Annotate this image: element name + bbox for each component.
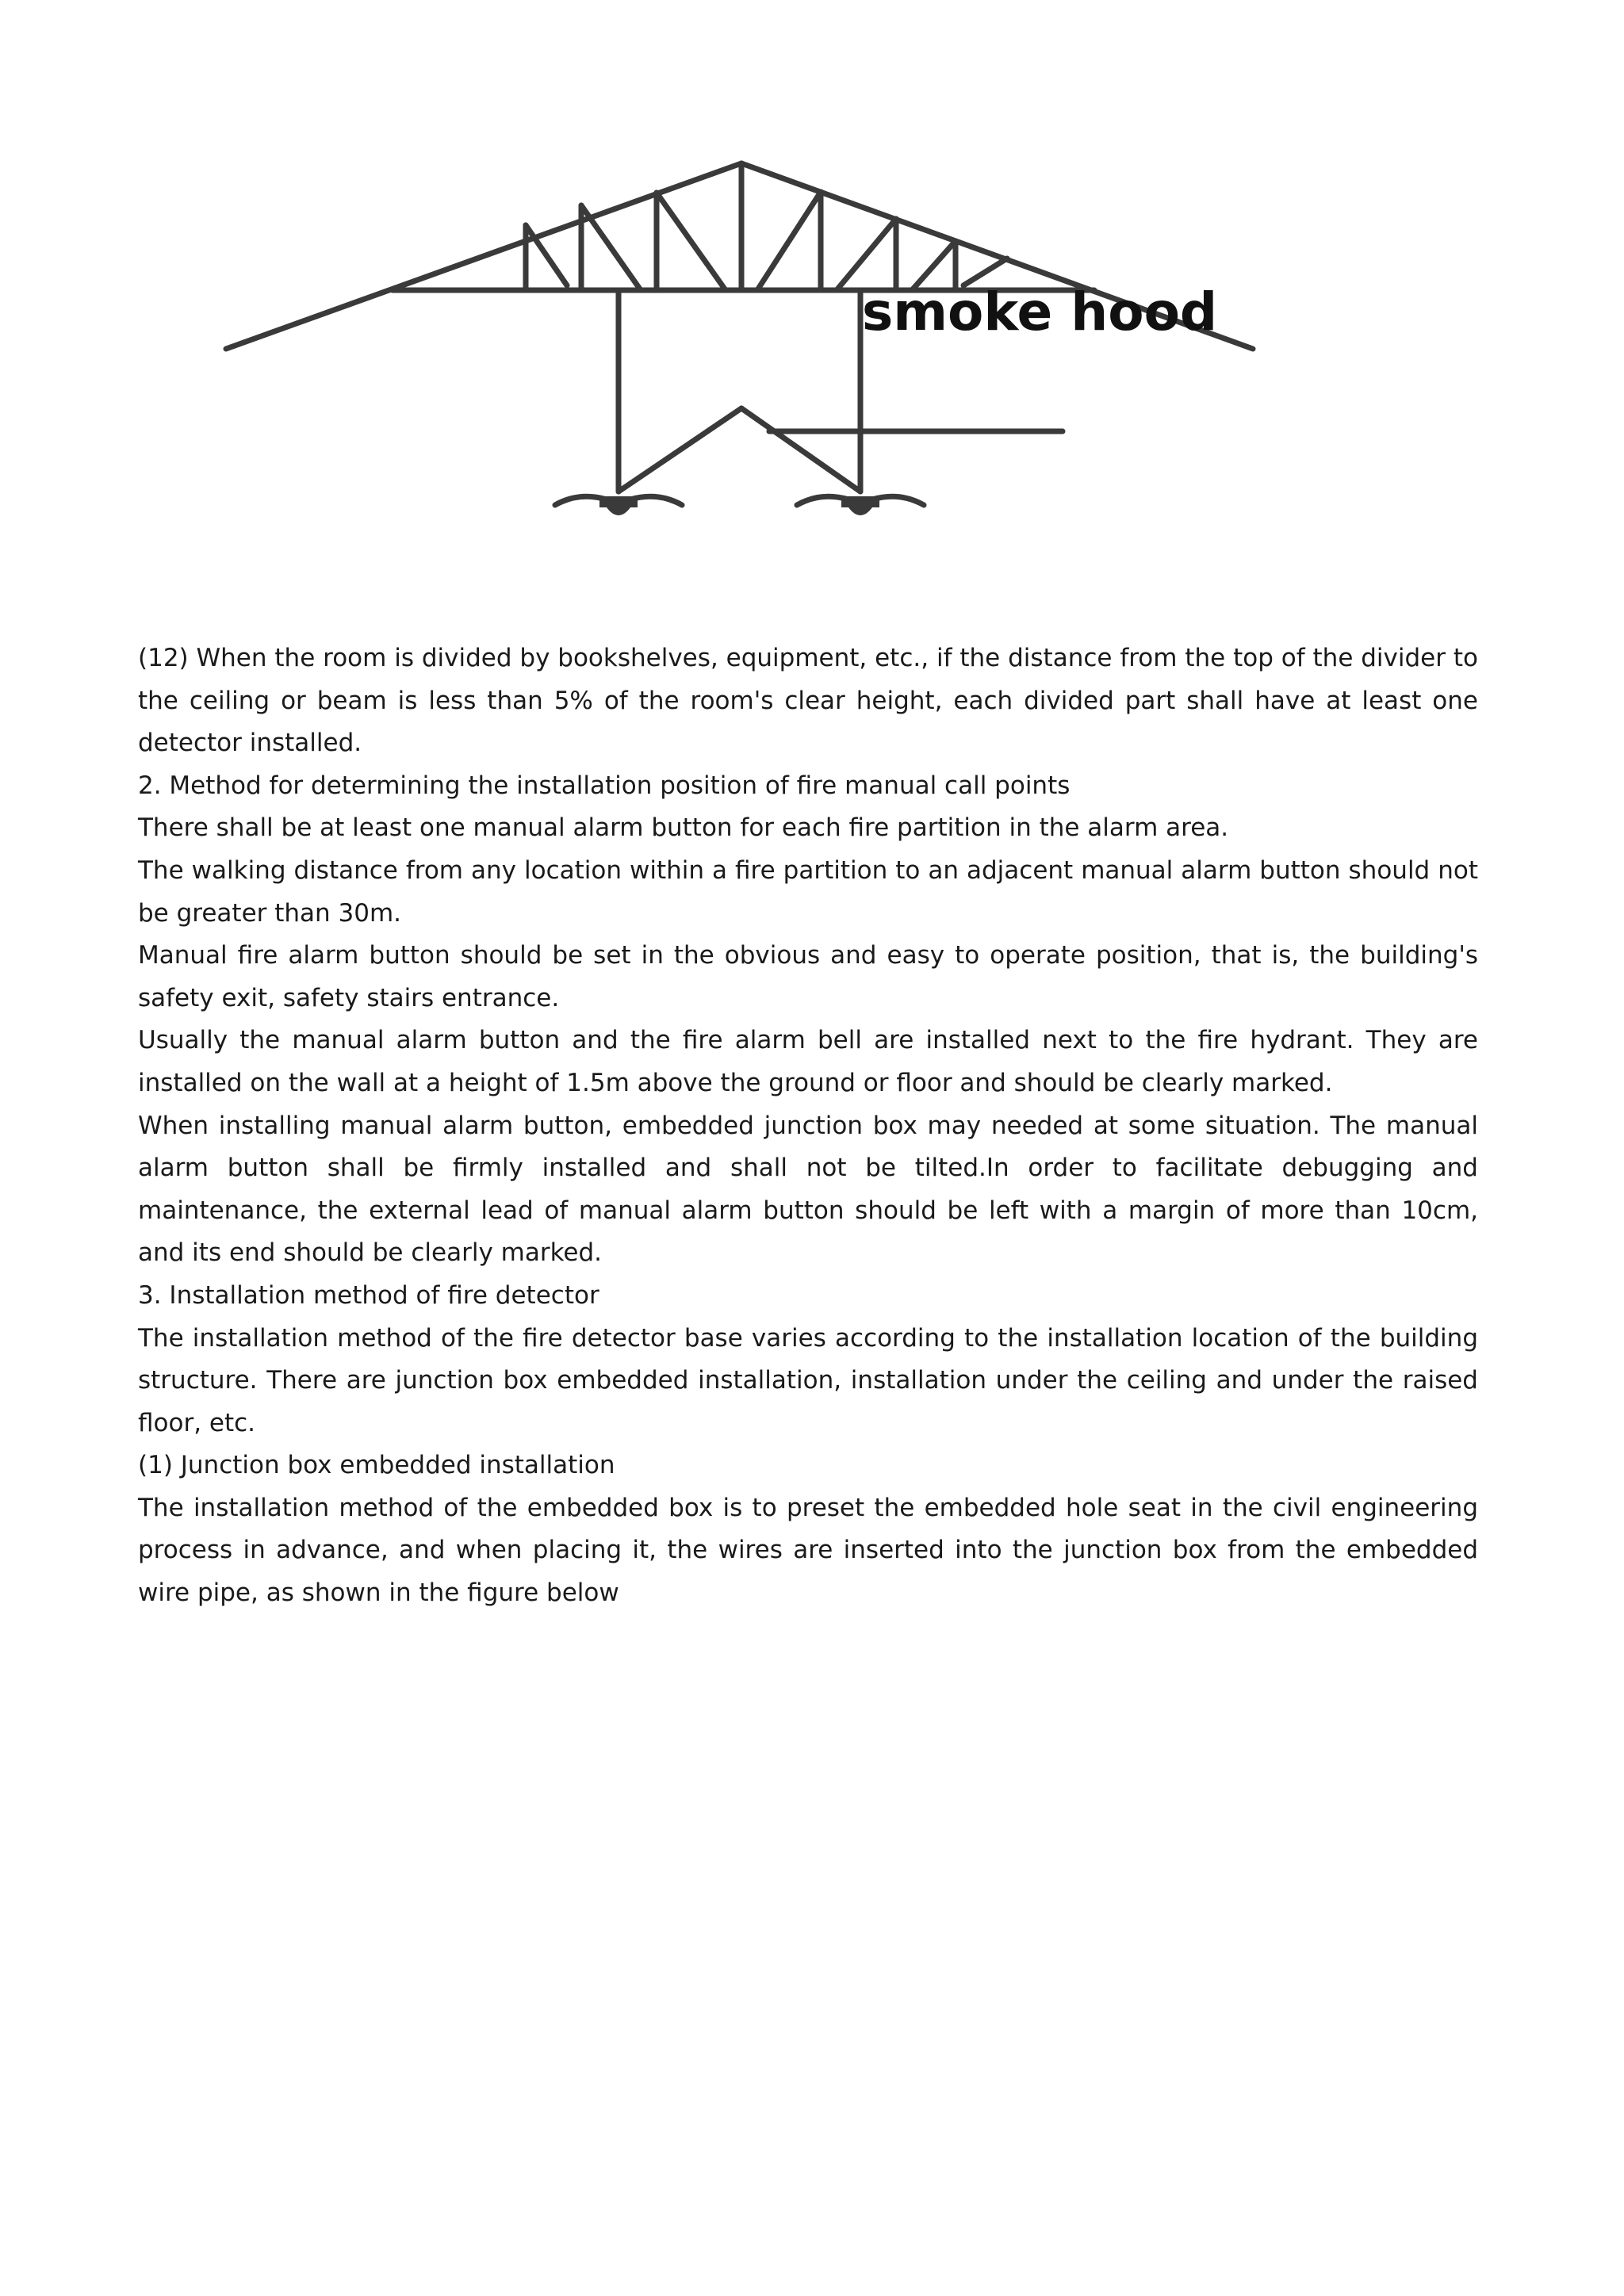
truss-diagram-svg: [206, 143, 1443, 547]
smoke-hood-label: smoke hood: [862, 281, 1218, 342]
detector-right-dome: [849, 506, 871, 514]
paragraph: 3. Installation method of fire detector: [138, 1280, 599, 1310]
truss-smoke-hood-diagram: [206, 143, 1443, 547]
paragraph: The walking distance from any location within a fire partition to an adjacent manual alarm button should not be greater than 30m.: [138, 855, 1478, 928]
paragraph: (12) When the room is divided by bookshelves, equipment, etc., if the distance from the top of the divider to the ceiling or beam is less than 5% of the room's clear height, each divided part shall have at least one detector installed.: [138, 644, 1478, 758]
paragraph: When installing manual alarm button, embedded junction box may needed at some situation. The manual alarm button shall be firmly installed and shall not be tilted.In order to facilitate debugging and maintenance, the external lead of manual alarm button should be left with a margin of more than 10cm, and its end should be clearly marked.: [138, 1111, 1478, 1268]
ceiling-right-b: [872, 496, 924, 505]
paragraph: Usually the manual alarm button and the fire alarm bell are installed next to the fire hydrant. They are installed on the wall at a height of 1.5m above the ground or floor and should be clearly marked.: [138, 1026, 1478, 1097]
paragraph: Manual fire alarm button should be set in the obvious and easy to operate position, that is, the building's safety exit, safety stairs entrance.: [138, 941, 1478, 1012]
roof-left-slope: [226, 163, 741, 349]
smoke-hood-left: [619, 408, 741, 492]
paragraph: The installation method of the fire detector base varies according to the installation location of the building structure. There are junction box embedded installation, installation under the ceiling and under the raised floor, etc.: [138, 1323, 1478, 1437]
paragraph: (1) Junction box embedded installation: [138, 1451, 615, 1480]
ceiling-right-a: [797, 496, 848, 505]
ceiling-left-a: [555, 496, 607, 505]
paragraph: There shall be at least one manual alarm button for each fire partition in the alarm area.: [138, 813, 1229, 843]
smoke-hood-right: [741, 408, 860, 492]
body-text: [138, 637, 1478, 1615]
paragraph: 2. Method for determining the installation position of fire manual call points: [138, 771, 1071, 800]
paragraph: The installation method of the embedded box is to preset the embedded hole seat in the civil engineering process in advance, and when placing it, the wires are inserted into the junction box from the embedded wire pipe, as shown in the figure below: [138, 1493, 1478, 1608]
detector-left-dome: [607, 506, 630, 514]
ceiling-left-b: [630, 496, 682, 505]
